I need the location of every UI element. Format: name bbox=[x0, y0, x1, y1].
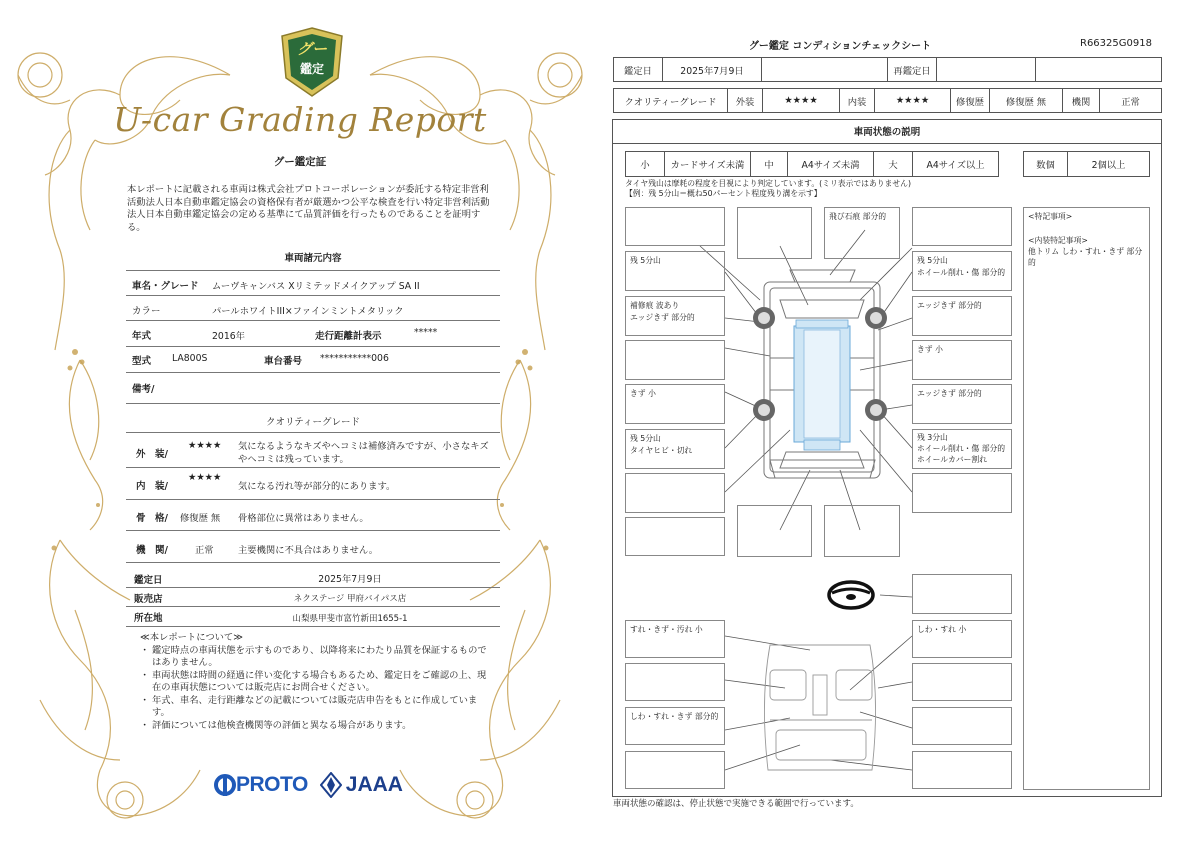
interior-box bbox=[625, 663, 725, 701]
model-value: LA800S bbox=[172, 353, 208, 364]
damage-label: すれ・きず・汚れ 小 bbox=[630, 625, 703, 634]
reappraisal-label: 再鑑定日 bbox=[887, 57, 937, 82]
damage-box-rear-left bbox=[625, 384, 725, 424]
condition-title: 車両状態の説明 bbox=[612, 119, 1162, 144]
interior-box bbox=[912, 751, 1012, 789]
damage-label: きず 小 bbox=[917, 345, 943, 354]
sheet-id: R66325G0918 bbox=[1080, 38, 1152, 49]
steering-wheel-icon bbox=[829, 582, 873, 608]
mileage-value: ***** bbox=[414, 327, 438, 338]
address-label: 所在地 bbox=[134, 613, 163, 624]
chassis-value: ***********006 bbox=[320, 353, 389, 364]
damage-label: しわ・すれ・きず 部分的 bbox=[630, 712, 719, 721]
damage-box bbox=[824, 505, 900, 557]
year-value: 2016年 bbox=[212, 331, 245, 342]
legend-medium-desc: A4サイズ未満 bbox=[787, 151, 874, 177]
note-item: ・ 鑑定時点の車両状態を示すものであり、以降将来にわたり品質を保証するものではありません。 bbox=[140, 645, 492, 670]
special-title: <特記事項> bbox=[1028, 212, 1073, 221]
exterior-stars: ★★★★ bbox=[188, 440, 222, 451]
engine-desc: 主要機関に不具合はありません。 bbox=[238, 545, 379, 556]
date-label: 鑑定日 bbox=[613, 57, 663, 82]
legend-small: 小 bbox=[625, 151, 665, 177]
damage-box bbox=[737, 505, 812, 557]
mileage-label: 走行距離計表示 bbox=[315, 331, 382, 342]
sheet-engine-label: 機関 bbox=[1062, 88, 1100, 113]
chassis-label: 車台番号 bbox=[264, 356, 303, 367]
sheet-interior-stars: ★★★★ bbox=[874, 88, 951, 113]
certificate-intro: 本レポートに記載される車両は株式会社プロトコーポレーションが委託する特定非営利活動法人日本自動車鑑定協会の資格保有者が厳選かつ公平な検査を行い特定非営利活動法人日本自動車鑑定協会の定める基準にて品質評価を行ったものであることを証明する。 bbox=[127, 184, 490, 233]
damage-box bbox=[625, 517, 725, 556]
sheet-exterior-label: 外装 bbox=[727, 88, 763, 113]
name-value: ムーヴキャンバス Xリミテッドメイクアップ SA II bbox=[212, 281, 420, 292]
damage-box bbox=[625, 207, 725, 246]
interior-box-front-left bbox=[625, 620, 725, 658]
damage-label: タイヤヒビ・切れ bbox=[630, 445, 693, 455]
exterior-desc: 気になるようなキズやヘコミは補修済みですが、小さなキズやヘコミは残っています。 bbox=[238, 441, 489, 465]
badge-label: 鑑定 bbox=[299, 62, 324, 76]
badge-logo-text: グー bbox=[296, 40, 327, 58]
damage-box bbox=[737, 207, 812, 259]
damage-label: ホイール削れ・傷 部分的 bbox=[917, 444, 1006, 453]
legend-small-desc: カードサイズ未満 bbox=[664, 151, 751, 177]
frame-value: 修復歴 無 bbox=[180, 513, 221, 524]
damage-box-rear-left-tire bbox=[625, 429, 725, 469]
report-title: U-car Grading Report bbox=[113, 100, 487, 139]
model-label: 型式 bbox=[132, 356, 152, 367]
damage-box bbox=[912, 207, 1012, 246]
interior-desc: 気になる汚れ等が部分的にあります。 bbox=[238, 481, 396, 492]
damage-box bbox=[625, 340, 725, 380]
appraisal-date-value: 2025年7月9日 bbox=[318, 574, 382, 585]
frame-label: 骨 格/ bbox=[136, 513, 168, 524]
sheet-footer: 車両状態の確認は、停止状態で実施できる範囲で行っています。 bbox=[613, 799, 859, 809]
address-value: 山梨県甲斐市富竹新田1655-1 bbox=[292, 614, 408, 624]
color-value: パールホワイトIII×ファインミントメタリック bbox=[212, 306, 404, 317]
damage-label: 残 5分山 bbox=[630, 434, 661, 443]
sheet-repair-value: 修復歴 無 bbox=[989, 88, 1063, 113]
tire-note: タイヤ残山は摩耗の程度を目視により判定しています。(ミリ表示ではありません) bbox=[625, 179, 911, 188]
spec-section-title: 車両諸元内容 bbox=[284, 253, 342, 264]
interior-special-title: <内装特記事項> bbox=[1028, 236, 1088, 245]
sheet-repair-label: 修復歴 bbox=[950, 88, 990, 113]
engine-value: 正常 bbox=[195, 545, 214, 556]
damage-box-front-left-tire bbox=[625, 251, 725, 291]
year-label: 年式 bbox=[132, 331, 152, 342]
tire-example: 【例：残 5分山＝概ね50パーセント程度残り溝を示す】 bbox=[625, 189, 822, 198]
engine-label: 機 関/ bbox=[136, 545, 168, 556]
damage-label: 飛び石痕 部分的 bbox=[829, 212, 887, 221]
legend-large-desc: A4サイズ以上 bbox=[912, 151, 999, 177]
damage-label: 補修痕 波あり bbox=[630, 301, 680, 310]
damage-box-front-right bbox=[912, 296, 1012, 336]
legend-count: 数個 bbox=[1023, 151, 1068, 177]
interior-label: 内 装/ bbox=[136, 481, 168, 492]
damage-box-rear-right bbox=[912, 384, 1012, 424]
legend-count-desc: 2個以上 bbox=[1067, 151, 1150, 177]
quality-section-title: クオリティーグレード bbox=[265, 417, 361, 428]
frame-desc: 骨格部位に異常はありません。 bbox=[238, 513, 369, 524]
appraisal-date-label: 鑑定日 bbox=[134, 575, 163, 586]
color-label: カラー bbox=[132, 306, 161, 317]
proto-logo-text: PROTO bbox=[236, 773, 308, 796]
interior-box-rear-left bbox=[625, 707, 725, 745]
damage-label: エッジきず 部分的 bbox=[630, 312, 695, 322]
sheet-title: グー鑑定 コンディションチェックシート bbox=[748, 41, 932, 52]
sheet-exterior-stars: ★★★★ bbox=[762, 88, 840, 113]
damage-box-rear-right-tire bbox=[912, 429, 1012, 469]
date-value: 2025年7月9日 bbox=[662, 57, 762, 82]
dealer-value: ネクステージ 甲府バイパス店 bbox=[293, 594, 407, 604]
interior-box bbox=[625, 751, 725, 789]
legend-large: 大 bbox=[873, 151, 913, 177]
damage-label: 残 5分山 bbox=[630, 256, 661, 265]
note-item: ・ 年式、車名、走行距離などの記載については販売店申告をもとに作成しています。 bbox=[140, 695, 492, 720]
damage-label: 残 3分山 bbox=[917, 433, 948, 442]
sheet-interior-label: 内装 bbox=[839, 88, 875, 113]
certificate-subtitle: グー鑑定証 bbox=[273, 156, 327, 168]
notes-title: ≪本レポートについて≫ bbox=[140, 632, 243, 643]
interior-stars: ★★★★ bbox=[188, 472, 222, 483]
legend-medium: 中 bbox=[750, 151, 788, 177]
sheet-engine-value: 正常 bbox=[1099, 88, 1162, 113]
name-label: 車名・グレード bbox=[132, 281, 199, 292]
interior-special-text: 他トリム しわ・すれ・きず 部分的 bbox=[1028, 247, 1143, 267]
jaaa-logo-text: JAAA bbox=[345, 773, 403, 796]
damage-box bbox=[912, 473, 1012, 513]
interior-box bbox=[912, 707, 1012, 745]
interior-box bbox=[912, 663, 1012, 701]
damage-box bbox=[625, 473, 725, 513]
damage-box-front-left bbox=[625, 296, 725, 336]
remarks-label: 備考/ bbox=[132, 384, 155, 395]
note-item: ・ 車両状態は時間の経過に伴い変化する場合もあるため、鑑定日をご確認の上、現在の車両状態については販売店にお問合せください。 bbox=[140, 670, 492, 695]
damage-label: きず 小 bbox=[630, 389, 656, 398]
dealer-label: 販売店 bbox=[134, 594, 163, 605]
damage-label: 残 5分山 bbox=[917, 256, 948, 265]
damage-label: エッジきず 部分的 bbox=[917, 389, 982, 398]
damage-box-steering bbox=[912, 574, 1012, 614]
damage-box-right bbox=[912, 340, 1012, 380]
damage-label: ホイール削れ・傷 部分的 bbox=[917, 267, 1006, 277]
damage-label: エッジきず 部分的 bbox=[917, 301, 982, 310]
exterior-label: 外 装/ bbox=[136, 449, 168, 460]
note-item: ・ 評価については他検査機関等の評価と異なる場合があります。 bbox=[140, 720, 492, 733]
damage-label: ホイールカバー割れ bbox=[917, 455, 988, 464]
damage-label: しわ・すれ 小 bbox=[917, 625, 967, 634]
grade-label: クオリティーグレード bbox=[613, 88, 728, 113]
damage-box-front-right-tire bbox=[912, 251, 1012, 291]
interior-box-front-right bbox=[912, 620, 1012, 658]
damage-box-front bbox=[824, 207, 900, 259]
